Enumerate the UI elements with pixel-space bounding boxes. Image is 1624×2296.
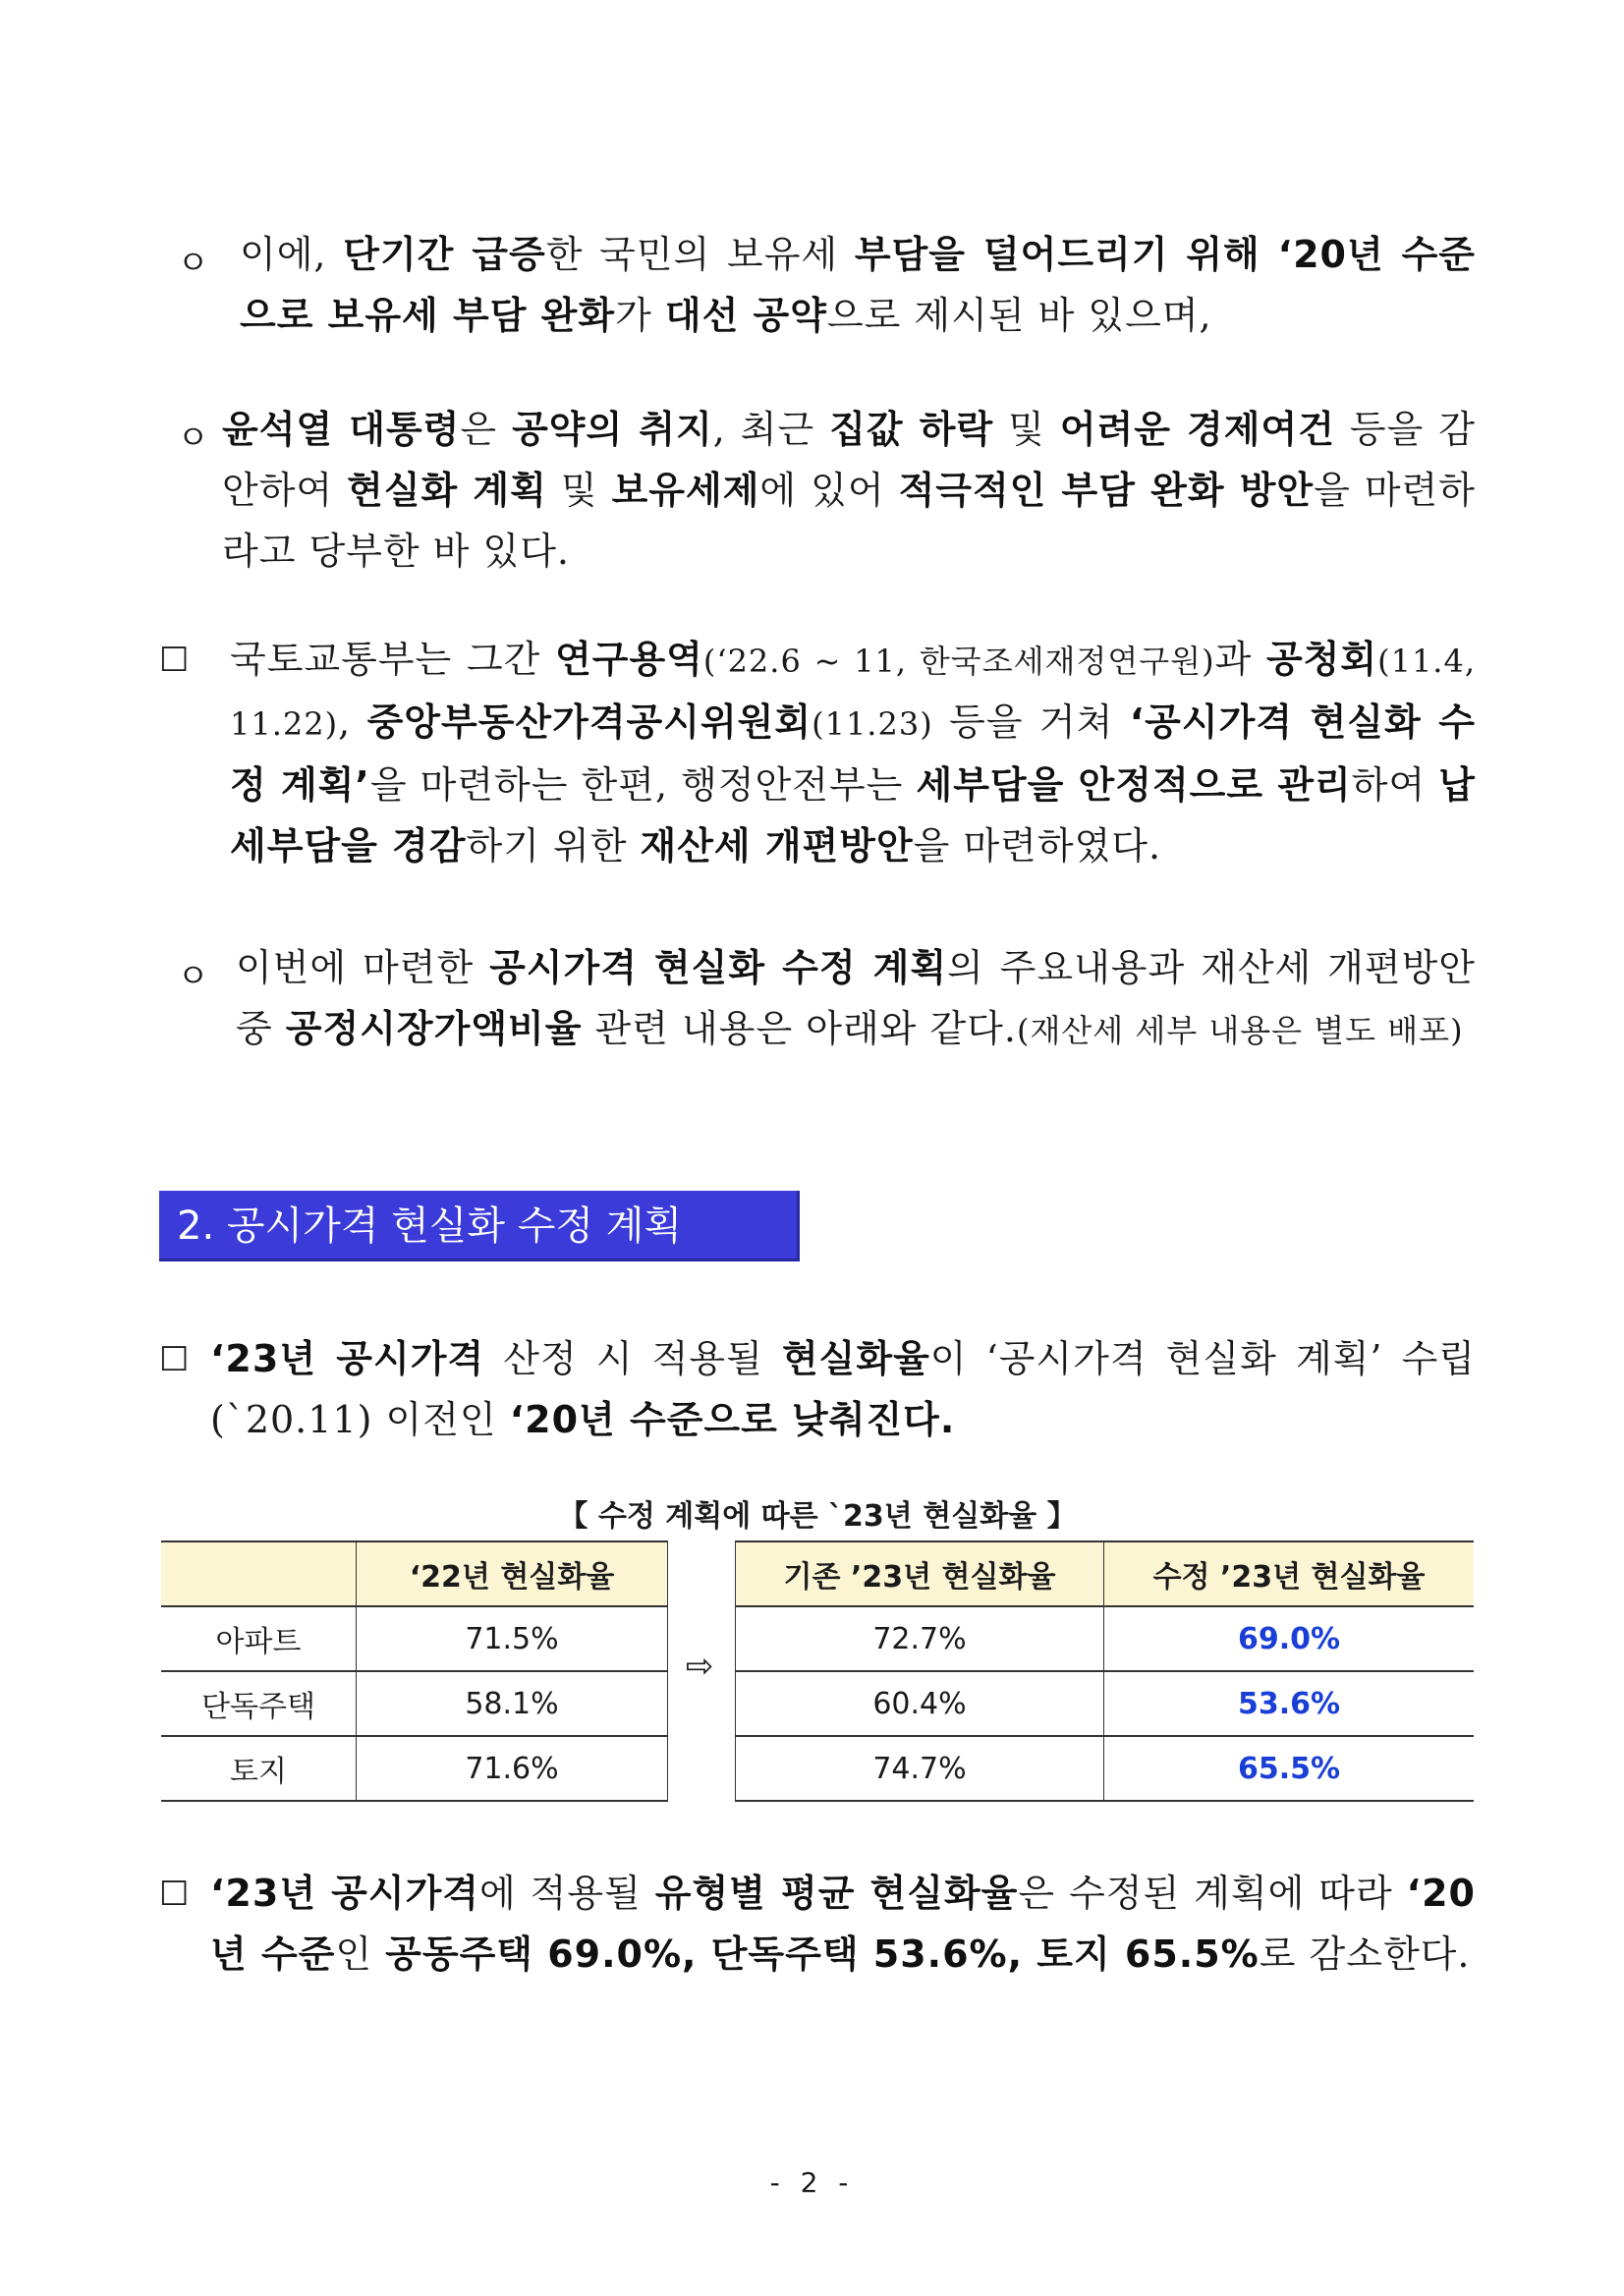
bold-text: 납세부담을 경감 (230, 763, 1476, 868)
table-caption: 【 수정 계획에 따른 `23년 현실화율 】 (558, 1499, 1077, 1534)
text: 하기 위한 (466, 824, 641, 868)
bold-text: 공정시장가액비율 (285, 1007, 583, 1050)
paragraph-3 (230, 629, 1476, 876)
text: 은 수정된 계획에 따라 (1018, 1872, 1407, 1915)
text: 인 (335, 1932, 386, 1976)
circle-bullet: ㅇ (177, 244, 209, 283)
square-bullet: ☐ (159, 1340, 190, 1379)
row-2022-rate: 58.1% (357, 1671, 668, 1736)
row-2022-rate: 71.6% (357, 1736, 668, 1801)
bold-text: 공시가격 현실화 수정 계획 (489, 946, 948, 989)
row-revised-rate: 65.5% (1104, 1736, 1475, 1801)
rate-table-2022 (161, 1540, 668, 1802)
text: 관련 내용은 아래와 같다. (582, 1007, 1017, 1050)
text: 은 (460, 408, 513, 451)
text: 이번에 마련한 (236, 946, 490, 989)
row-existing-rate: 72.7% (736, 1606, 1104, 1671)
small-text: (재산세 세부 내용은 별도 배포) (1016, 1012, 1464, 1049)
bold-text: ‘23년 공시가격 (210, 1872, 479, 1915)
text: 을 마련하는 한편, 행정안전부는 (369, 763, 917, 807)
page-number: - 2 - (769, 2166, 855, 2199)
row-type: 아파트 (161, 1606, 357, 1671)
table-header-row (161, 1541, 668, 1606)
text: 을 마련하라고 당부한 바 있다. (222, 469, 1476, 573)
circle-bullet: ㅇ (177, 957, 209, 996)
row-existing-rate: 60.4% (736, 1671, 1104, 1736)
bold-text: 현실화율 (781, 1337, 930, 1380)
square-bullet: ☐ (159, 641, 190, 680)
bold-text: 세부담을 안정적으로 관리 (916, 763, 1352, 807)
bold-text: ‘공시가격 현실화 수정 계획’ (230, 700, 1476, 807)
text: 에 적용될 (478, 1872, 655, 1915)
table-header-row (736, 1541, 1475, 1606)
header-revised-2023-rate: 수정 ’23년 현실화율 (1104, 1541, 1475, 1606)
text: 이 ‘공시가격 현실화 계획’ 수립(`20.11) 이전인 (210, 1337, 1476, 1441)
bold-text: 공약의 취지 (512, 408, 713, 451)
text: 한 국민의 보유세 (545, 233, 855, 276)
row-existing-rate: 74.7% (736, 1736, 1104, 1801)
bold-text: ‘20년 수준 (210, 1872, 1476, 1976)
bold-text: 공청회 (1265, 638, 1378, 681)
bold-text: 적극적인 부담 완화 방안 (898, 469, 1315, 512)
text: 으로 제시된 바 있으며, (826, 294, 1212, 337)
circle-bullet: ㅇ (177, 419, 209, 458)
rate-table-2023 (735, 1540, 1474, 1802)
table-row (736, 1671, 1475, 1736)
bold-text: 집값 하락 (829, 408, 994, 451)
table-row (736, 1736, 1475, 1801)
paragraph-4 (236, 937, 1476, 1061)
text: 에 있어 (759, 469, 899, 512)
row-revised-rate: 69.0% (1104, 1606, 1475, 1671)
bold-text: ‘23년 공시가격 (210, 1337, 485, 1380)
text: 및 (546, 469, 612, 512)
bold-text: 공동주택 69.0%, 단독주택 53.6%, 토지 65.5% (385, 1932, 1260, 1976)
header-2022-rate: ‘22년 현실화율 (357, 1541, 668, 1606)
text: 로 감소한다. (1259, 1932, 1471, 1976)
header-empty (161, 1541, 357, 1606)
row-type: 단독주택 (161, 1671, 357, 1736)
row-2022-rate: 71.5% (357, 1606, 668, 1671)
paragraph-5 (210, 1328, 1476, 1450)
text: 을 마련하였다. (913, 824, 1162, 868)
paragraph-6 (210, 1863, 1476, 1985)
text: , 최근 (712, 408, 830, 451)
text: 하여 (1351, 763, 1439, 807)
row-revised-rate: 53.6% (1104, 1671, 1475, 1736)
bold-text: 유형별 평균 현실화율 (654, 1872, 1019, 1915)
paragraph-1 (240, 224, 1476, 346)
bold-text: 연구용역 (555, 638, 703, 681)
bold-text: 단기간 급증 (343, 233, 546, 276)
bold-text: 대선 공약 (664, 294, 827, 337)
text: 등을 감안하여 (222, 408, 1476, 512)
bold-text: 어려운 경제여건 (1059, 408, 1335, 451)
table-row (161, 1736, 668, 1801)
row-type: 토지 (161, 1736, 357, 1801)
table-row (161, 1671, 668, 1736)
bold-text: 현실화 계획 (347, 469, 547, 512)
text: 의 주요내용과 재산세 개편방안 중 (236, 946, 1476, 1050)
bold-text: 중앙부동산가격공시위원회 (366, 700, 812, 744)
square-bullet: ☐ (159, 1875, 190, 1914)
bold-text: 부담을 덜어드리기 위해 ‘20년 수준으로 보유세 부담 완화 (240, 233, 1476, 337)
header-existing-2023-rate: 기존 ’23년 현실화율 (736, 1541, 1104, 1606)
text: 과 (1214, 638, 1266, 681)
bold-text: 보유세제 (611, 469, 760, 512)
text: 등을 거쳐 (932, 700, 1130, 744)
right-arrow-icon: ⇨ (685, 1647, 714, 1686)
paragraph-2 (222, 399, 1476, 582)
table-row (736, 1606, 1475, 1671)
bold-text: ‘20년 수준으로 낮춰진다. (509, 1398, 956, 1441)
text: 국토교통부는 그간 (230, 638, 556, 681)
text: 이에, (240, 233, 344, 276)
small-text: (‘22.6 ~ 11, 한국조세재정연구원) (702, 643, 1215, 680)
table-row (161, 1606, 668, 1671)
section-heading: 2. 공시가격 현실화 수정 계획 (159, 1191, 800, 1261)
text: 산정 시 적용될 (484, 1337, 782, 1380)
small-text: (11.23) (812, 705, 933, 743)
text: 가 (615, 294, 665, 337)
text: , (338, 700, 367, 744)
text: 및 (993, 408, 1060, 451)
bold-text: 윤석열 대통령 (222, 408, 461, 451)
bold-text: 재산세 개편방안 (640, 824, 914, 868)
small-text: (11.4, 11.22) (230, 643, 1476, 743)
